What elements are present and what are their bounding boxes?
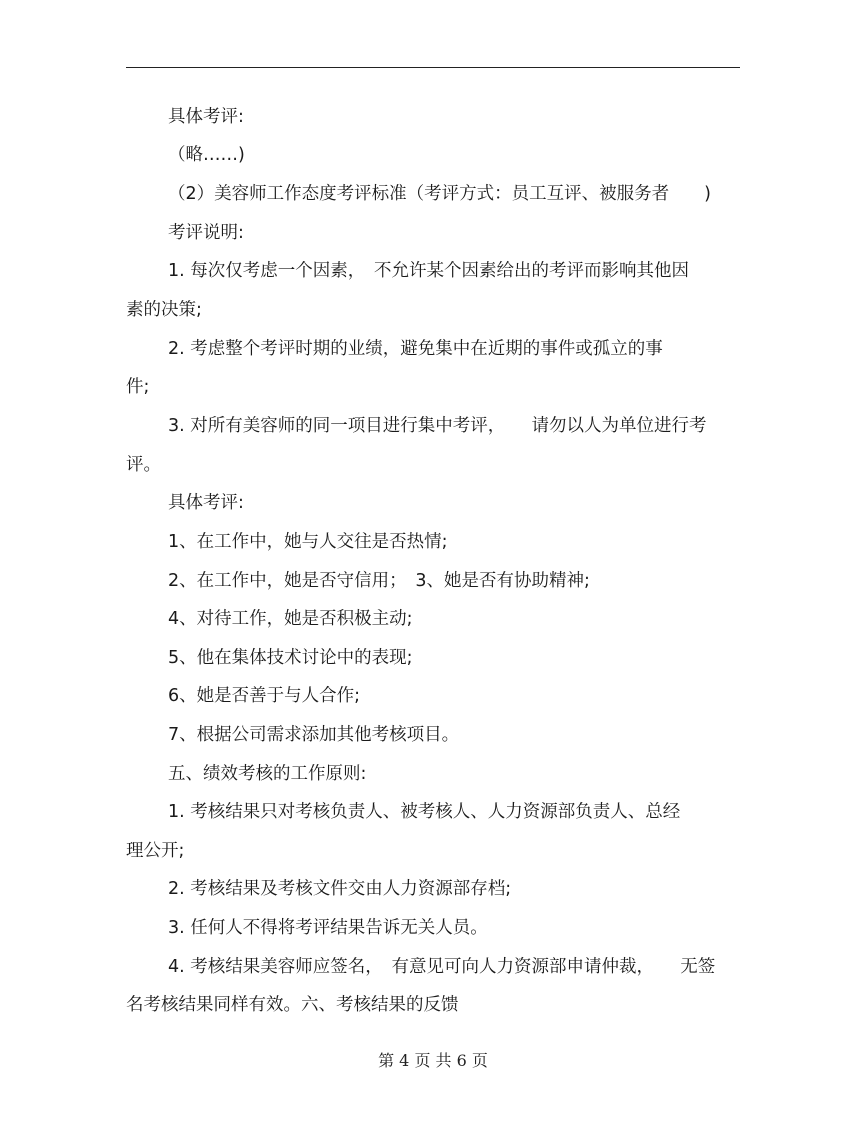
text-line: 1. 考核结果只对考核负责人、被考核人、人力资源部负责人、总经 [168,802,681,822]
text-line: （2）美容师工作态度考评标准（考评方式：员工互评、被服务者 ) [168,184,711,204]
text-line: 2. 考核结果及考核文件交由人力资源部存档; [168,879,512,899]
text-line: 件; [126,377,150,397]
text-line: 理公开; [126,841,185,861]
text-line: 3. 对所有美容师的同一项目进行集中考评， 请勿以人为单位进行考 [168,416,707,436]
text-line: 名考核结果同样有效。六、考核结果的反馈 [126,995,459,1015]
text-line: 1. 每次仅考虑一个因素， 不允许某个因素给出的考评而影响其他因 [168,261,690,281]
text-line: 2、在工作中，她是否守信用； 3、她是否有协助精神; [168,571,590,591]
text-line: （略……) [168,145,245,165]
text-line: 评。 [126,455,161,475]
page-number-footer: 第 4 页 共 6 页 [378,1051,488,1070]
header-rule [126,67,740,68]
text-line: 考评说明: [168,223,244,243]
text-line: 3. 任何人不得将考评结果告诉无关人员。 [168,918,488,938]
text-line: 4、对待工作，她是否积极主动; [168,609,413,629]
text-line: 1、在工作中，她与人交往是否热情; [168,532,448,552]
text-line: 具体考评: [168,493,244,513]
text-line: 五、绩效考核的工作原则: [168,764,367,784]
text-line: 4. 考核结果美容师应签名， 有意见可向人力资源部申请仲裁， 无签 [168,957,716,977]
text-line: 7、根据公司需求添加其他考核项目。 [168,725,460,745]
text-line: 具体考评: [168,107,244,127]
text-line: 5、他在集体技术讨论中的表现; [168,648,413,668]
text-line: 2. 考虑整个考评时期的业绩，避免集中在近期的事件或孤立的事 [168,339,663,359]
text-line: 素的决策; [126,300,202,320]
text-line: 6、她是否善于与人合作; [168,686,361,706]
